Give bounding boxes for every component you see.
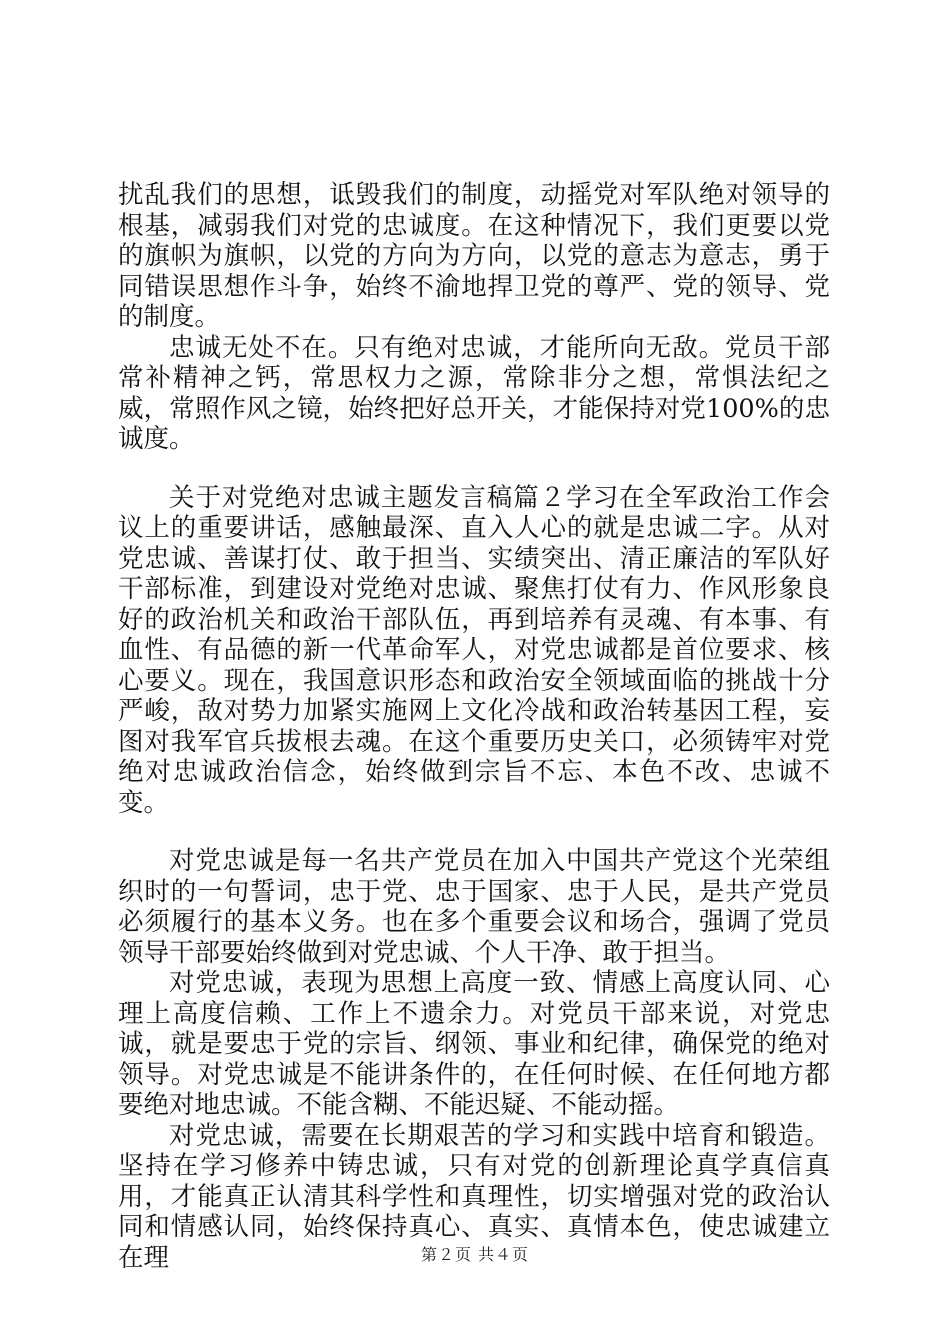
paragraph-1: 扰乱我们的思想，诋毁我们的制度，动摇党对军队绝对领导的根基，减弱我们对党的忠诚度。在这种情况下，我们更要以党的旗帜为旗帜，以党的方向为方向，以党的意志为意志，勇于同错误思想作斗争，始终不渝地捍卫党的尊严、党的领导、党的制度。: [118, 180, 830, 332]
paragraph-3: 关于对党绝对忠诚主题发言稿篇２学习在全军政治工作会议上的重要讲话，感触最深、直入人心的就是忠诚二字。从对党忠诚、善谋打仗、敢于担当、实绩突出、清正廉洁的军队好干部标准，到建设对党绝对忠诚、聚焦打仗有力、作风形象良好的政治机关和政治干部队伍，再到培养有灵魂、有本事、有血性、有品德的新一代革命军人，对党忠诚都是首位要求、核心要义。现在，我国意识形态和政治安全领域面临的挑战十分严峻，敌对势力加紧实施网上文化冷战和政治转基因工程，妄图对我军官兵拔根去魂。在这个重要历史关口，必须铸牢对党绝对忠诚政治信念，始终做到宗旨不忘、本色不改、忠诚不变。: [118, 482, 830, 818]
paragraph-2: 忠诚无处不在。只有绝对忠诚，才能所向无敌。党员干部常补精神之钙，常思权力之源，常除非分之想，常惧法纪之威，常照作风之镜，始终把好总开关，才能保持对党100%的忠诚度。: [118, 332, 830, 454]
paragraph-5: 对党忠诚，表现为思想上高度一致、情感上高度认同、心理上高度信赖、工作上不遗余力。对党员干部来说，对党忠诚，就是要忠于党的宗旨、纲领、事业和纪律，确保党的绝对领导。对党忠诚是不能讲条件的，在任何时候、在任何地方都要绝对地忠诚。不能含糊、不能迟疑、不能动摇。: [118, 968, 830, 1120]
paragraph-6: 对党忠诚，需要在长期艰苦的学习和实践中培育和锻造。坚持在学习修养中铸忠诚，只有对党的创新理论真学真信真用，才能真正认清其科学性和真理性，切实增强对党的政治认同和情感认同，始终保持真心、真实、真情本色，使忠诚建立在理: [118, 1120, 830, 1273]
page-number-footer: 第２页 共４页: [420, 1245, 530, 1264]
document-body: [118, 180, 830, 1273]
paragraph-4: 对党忠诚是每一名共产党员在加入中国共产党这个光荣组织时的一句誓词，忠于党、忠于国家、忠于人民，是共产党员必须履行的基本义务。也在多个重要会议和场合，强调了党员领导干部要始终做到对党忠诚、个人干净、敢于担当。: [118, 846, 830, 968]
